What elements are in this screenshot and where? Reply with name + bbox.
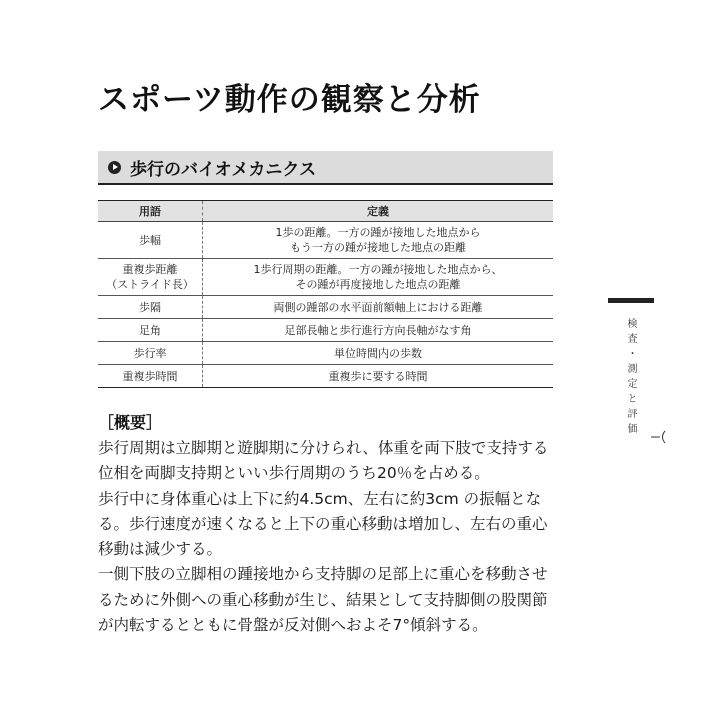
table-row [98, 319, 553, 342]
term-cell [98, 296, 203, 319]
term-cell [98, 365, 203, 388]
term-cell [98, 342, 203, 365]
text-line: るために外側への重心移動が生じ、結果として支持脚側の股関節 [98, 590, 548, 609]
definition-cell [203, 342, 554, 365]
text-line: る。歩行速度が速くなると上下の重心移動は増加し、左右の重心 [98, 514, 548, 533]
table-row [98, 259, 553, 296]
term-line: 重複歩距離 [122, 263, 178, 276]
table-row [98, 342, 553, 365]
section-title: 歩行のバイオメカニクス [130, 159, 317, 180]
term-line: 足角 [139, 323, 161, 337]
text-line: 一側下肢の立脚相の踵接地から支持脚の足部上に重心を移動させ [98, 565, 548, 584]
page-title: スポーツ動作の観察と分析 [98, 82, 481, 118]
term-line: 歩隔 [139, 300, 161, 314]
paragraph [98, 487, 558, 563]
definition-line: その踵が再度接地した地点の距離 [295, 278, 461, 291]
term-cell [98, 259, 203, 296]
paragraph [98, 562, 558, 638]
definition-line: 1歩行周期の距離。一方の踵が接地した地点から、 [253, 263, 503, 276]
term-line: 歩幅 [139, 233, 161, 247]
section-header [98, 151, 553, 185]
crop-mark-icon [651, 430, 667, 444]
definition-line: 足部長軸と歩行進行方向長軸がなす角 [284, 323, 472, 337]
term-line: 重複歩時間 [122, 369, 178, 383]
terms-table [98, 200, 553, 388]
header-definition: 定義 [203, 201, 554, 222]
paragraph [98, 436, 558, 487]
definition-cell [203, 319, 554, 342]
summary-heading: ［概要］ [98, 413, 163, 432]
text-line: が内転するとともに骨盤が反対側へおよそ7°傾斜する。 [98, 616, 488, 635]
term-line: （ストライド長） [106, 278, 194, 291]
table-header-row [98, 201, 553, 222]
definition-cell [203, 365, 554, 388]
term-cell [98, 319, 203, 342]
table-row [98, 365, 553, 388]
text-line: 歩行周期は立脚期と遊脚期に分けられ、体重を両下肢で支持する [98, 439, 549, 457]
table-row [98, 222, 553, 259]
table-row [98, 296, 553, 319]
definition-line: 単位時間内の歩数 [334, 346, 422, 360]
side-tab-bar [608, 298, 654, 303]
term-line: 歩行率 [133, 346, 167, 360]
definition-line: 両側の踵部の水平面前額軸上における距離 [273, 300, 483, 314]
definition-line: もう一方の踵が接地した地点の距離 [290, 241, 466, 254]
text-line: 位相を両脚支持期といい歩行周期のうち20％を占める。 [98, 464, 490, 483]
text-line: 移動は減少する。 [98, 540, 223, 559]
header-term: 用語 [98, 201, 203, 222]
definition-cell [203, 296, 554, 319]
definition-cell [203, 222, 554, 259]
term-cell [98, 222, 203, 259]
definition-cell [203, 259, 554, 296]
summary-body [98, 436, 558, 638]
definition-line: 1歩の距離。一方の踵が接地した地点から [275, 226, 481, 239]
side-tab-label: 検査・測定と評価 [625, 318, 636, 438]
play-circle-icon [108, 161, 121, 174]
definition-line: 重複歩に要する時間 [328, 369, 428, 383]
text-line: 歩行中に身体重心は上下に約4.5cm、左右に約3cm の振幅とな [98, 489, 542, 508]
